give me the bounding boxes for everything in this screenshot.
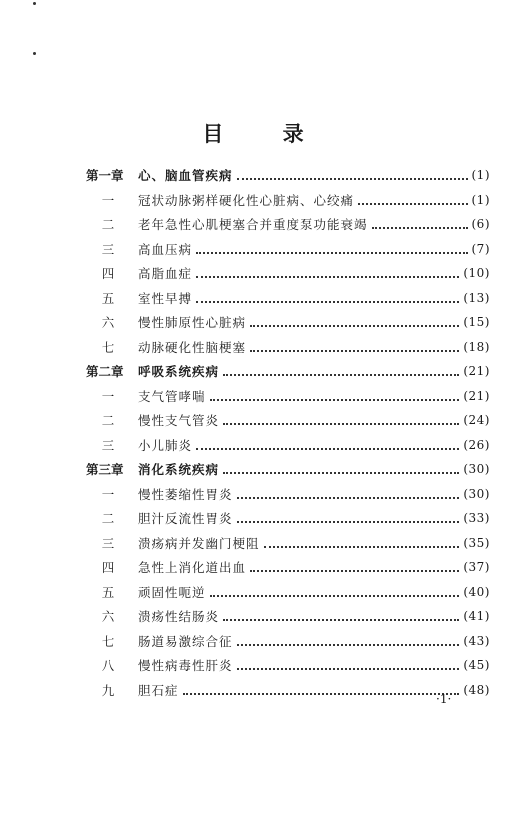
dot-leader bbox=[196, 289, 459, 303]
toc-section-row bbox=[86, 580, 490, 605]
toc-entry-page: (30) bbox=[463, 462, 490, 477]
dot-leader bbox=[210, 387, 460, 401]
toc-entry-number: 第一章 bbox=[86, 168, 124, 184]
toc-entry-number: 二 bbox=[101, 413, 115, 429]
toc-section-row bbox=[86, 482, 490, 507]
toc-entry-page: (37) bbox=[463, 560, 490, 575]
toc-entry-page: (26) bbox=[463, 437, 490, 452]
toc-entry-number: 九 bbox=[101, 682, 115, 698]
toc-entry-number: 六 bbox=[101, 609, 115, 625]
toc-entry-page: (40) bbox=[463, 584, 490, 599]
toc-entry-page: (10) bbox=[463, 266, 490, 281]
toc-entry-title: 小儿肺炎 bbox=[138, 437, 193, 453]
toc-entry-title: 呼吸系统疾病 bbox=[138, 364, 220, 380]
toc-entry-page: (15) bbox=[463, 315, 490, 330]
toc-entry-title: 慢性支气管炎 bbox=[138, 413, 220, 429]
toc-entry-number: 一 bbox=[101, 388, 115, 404]
toc-entry-title: 老年急性心肌梗塞合并重度泵功能衰竭 bbox=[138, 217, 368, 233]
toc-entry-page: (18) bbox=[463, 339, 490, 354]
toc-entry-number: 七 bbox=[101, 633, 115, 649]
toc-entry-title: 支气管哮喘 bbox=[138, 388, 206, 404]
toc-entry-page: (6) bbox=[471, 217, 490, 232]
toc-entry-page: (24) bbox=[463, 413, 490, 428]
toc-section-row bbox=[86, 212, 490, 237]
toc-section-row bbox=[86, 678, 490, 703]
toc-entry-page: (43) bbox=[463, 633, 490, 648]
toc-entry-number: 五 bbox=[101, 290, 115, 306]
dot-leader bbox=[196, 264, 459, 278]
toc-entry-title: 高血压病 bbox=[138, 241, 193, 257]
toc-entry-number: 一 bbox=[101, 486, 115, 502]
toc-section-row bbox=[86, 237, 490, 262]
toc-entry-title: 冠状动脉粥样硬化性心脏病、心绞痛 bbox=[138, 192, 355, 208]
toc-entry-page: (45) bbox=[463, 658, 490, 673]
toc-section-row bbox=[86, 408, 490, 433]
dot-leader bbox=[223, 411, 459, 425]
toc-entry-title: 心、脑血管疾病 bbox=[138, 168, 233, 184]
page-number-footer: ·1· bbox=[436, 692, 452, 706]
toc-entry-page: (35) bbox=[463, 535, 490, 550]
dot-leader bbox=[223, 607, 459, 621]
toc-entry-number: 三 bbox=[101, 437, 115, 453]
dot-leader bbox=[372, 215, 468, 229]
toc-entry-number: 七 bbox=[101, 339, 115, 355]
toc-entry-title: 顽固性呃逆 bbox=[138, 584, 206, 600]
toc-entry-title: 胆汁反流性胃炎 bbox=[138, 511, 233, 527]
page-title: 目 录 bbox=[202, 122, 330, 146]
dot-leader bbox=[237, 632, 460, 646]
toc-entry-title: 动脉硬化性脑梗塞 bbox=[138, 339, 247, 355]
toc-section-row bbox=[86, 433, 490, 458]
dot-leader bbox=[237, 485, 460, 499]
toc-entry-number: 四 bbox=[101, 560, 115, 576]
toc-chapter-row bbox=[86, 359, 490, 384]
toc-entry-number: 第二章 bbox=[86, 364, 124, 380]
dot-leader bbox=[250, 313, 459, 327]
toc-entry-title: 肠道易激综合征 bbox=[138, 633, 233, 649]
dot-leader bbox=[223, 362, 459, 376]
toc-entry-number: 六 bbox=[101, 315, 115, 331]
dot-leader bbox=[250, 338, 459, 352]
toc-section-row bbox=[86, 531, 490, 556]
toc-entry-title: 高脂血症 bbox=[138, 266, 193, 282]
toc-entry-page: (21) bbox=[463, 388, 490, 403]
toc-entry-number: 一 bbox=[101, 192, 115, 208]
toc-section-row bbox=[86, 555, 490, 580]
toc-entry-page: (30) bbox=[463, 486, 490, 501]
dot-leader bbox=[237, 166, 468, 180]
toc-section-row bbox=[86, 384, 490, 409]
toc-entry-page: (41) bbox=[463, 609, 490, 624]
toc-entry-page: (48) bbox=[463, 682, 490, 697]
toc-chapter-row bbox=[86, 163, 490, 188]
dot-leader bbox=[358, 191, 467, 205]
dot-leader bbox=[183, 681, 460, 695]
dot-leader bbox=[250, 558, 459, 572]
toc-entry-page: (21) bbox=[463, 364, 490, 379]
toc-section-row bbox=[86, 310, 490, 335]
scan-speck bbox=[33, 52, 36, 55]
toc-section-row bbox=[86, 335, 490, 360]
toc-entry-page: (13) bbox=[463, 290, 490, 305]
toc-entry-number: 二 bbox=[101, 217, 115, 233]
toc-section-row bbox=[86, 604, 490, 629]
dot-leader bbox=[237, 656, 460, 670]
toc-section-row bbox=[86, 506, 490, 531]
table-of-contents bbox=[86, 163, 490, 702]
toc-section-row bbox=[86, 653, 490, 678]
dot-leader bbox=[223, 460, 459, 474]
toc-entry-title: 溃疡病并发幽门梗阻 bbox=[138, 535, 260, 551]
toc-section-row bbox=[86, 261, 490, 286]
toc-entry-number: 三 bbox=[101, 241, 115, 257]
toc-entry-title: 慢性病毒性肝炎 bbox=[138, 658, 233, 674]
toc-entry-title: 溃疡性结肠炎 bbox=[138, 609, 220, 625]
toc-entry-page: (7) bbox=[471, 241, 490, 256]
toc-section-row bbox=[86, 286, 490, 311]
dot-leader bbox=[237, 509, 460, 523]
toc-entry-title: 急性上消化道出血 bbox=[138, 560, 247, 576]
toc-entry-title: 室性早搏 bbox=[138, 290, 193, 306]
toc-entry-title: 慢性萎缩性胃炎 bbox=[138, 486, 233, 502]
toc-entry-number: 八 bbox=[101, 658, 115, 674]
toc-entry-title: 消化系统疾病 bbox=[138, 462, 220, 478]
toc-chapter-row bbox=[86, 457, 490, 482]
dot-leader bbox=[196, 436, 459, 450]
dot-leader bbox=[210, 583, 460, 597]
toc-section-row bbox=[86, 629, 490, 654]
dot-leader bbox=[264, 534, 460, 548]
toc-entry-number: 三 bbox=[101, 535, 115, 551]
toc-entry-page: (33) bbox=[463, 511, 490, 526]
toc-entry-number: 第三章 bbox=[86, 462, 124, 478]
toc-entry-page: (1) bbox=[471, 192, 490, 207]
toc-entry-title: 胆石症 bbox=[138, 682, 179, 698]
toc-section-row bbox=[86, 188, 490, 213]
scan-speck bbox=[33, 2, 36, 5]
toc-entry-page: (1) bbox=[471, 168, 490, 183]
toc-entry-title: 慢性肺原性心脏病 bbox=[138, 315, 247, 331]
toc-entry-number: 二 bbox=[101, 511, 115, 527]
toc-entry-number: 五 bbox=[101, 584, 115, 600]
dot-leader bbox=[196, 240, 467, 254]
toc-entry-number: 四 bbox=[101, 266, 115, 282]
